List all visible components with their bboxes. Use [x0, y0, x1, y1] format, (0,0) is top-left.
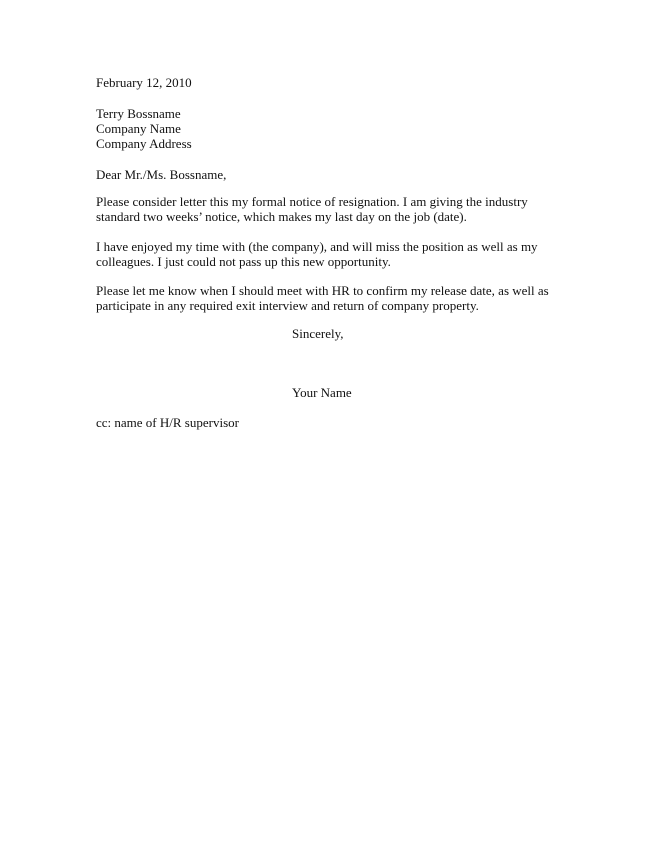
paragraph-line: Please consider letter this my formal notice of resignation. I am giving the industry [96, 194, 528, 209]
recipient-name: Terry Bossname [96, 106, 181, 121]
recipient-company: Company Name [96, 121, 181, 136]
body-paragraph-2 [96, 239, 556, 269]
recipient-address-block [96, 106, 556, 151]
recipient-address: Company Address [96, 136, 192, 151]
paragraph-line: Please let me know when I should meet with HR to confirm my release date, as well as [96, 283, 549, 298]
letter-date [96, 75, 556, 90]
closing: Sincerely, [292, 326, 344, 341]
paragraph-line: standard two weeks’ notice, which makes my last day on the job (date). [96, 209, 467, 224]
letter-date-text: February 12, 2010 [96, 75, 192, 90]
salutation-text: Dear Mr./Ms. Bossname, [96, 167, 227, 182]
paragraph-line: participate in any required exit interview and return of company property. [96, 298, 479, 313]
signature-name: Your Name [292, 385, 352, 400]
salutation [96, 167, 556, 182]
body-paragraph-3 [96, 283, 556, 313]
cc-line: cc: name of H/R supervisor [96, 415, 239, 430]
paragraph-line: colleagues. I just could not pass up this new opportunity. [96, 254, 391, 269]
body-paragraph-1 [96, 194, 556, 224]
paragraph-line: I have enjoyed my time with (the company), and will miss the position as well as my [96, 239, 538, 254]
